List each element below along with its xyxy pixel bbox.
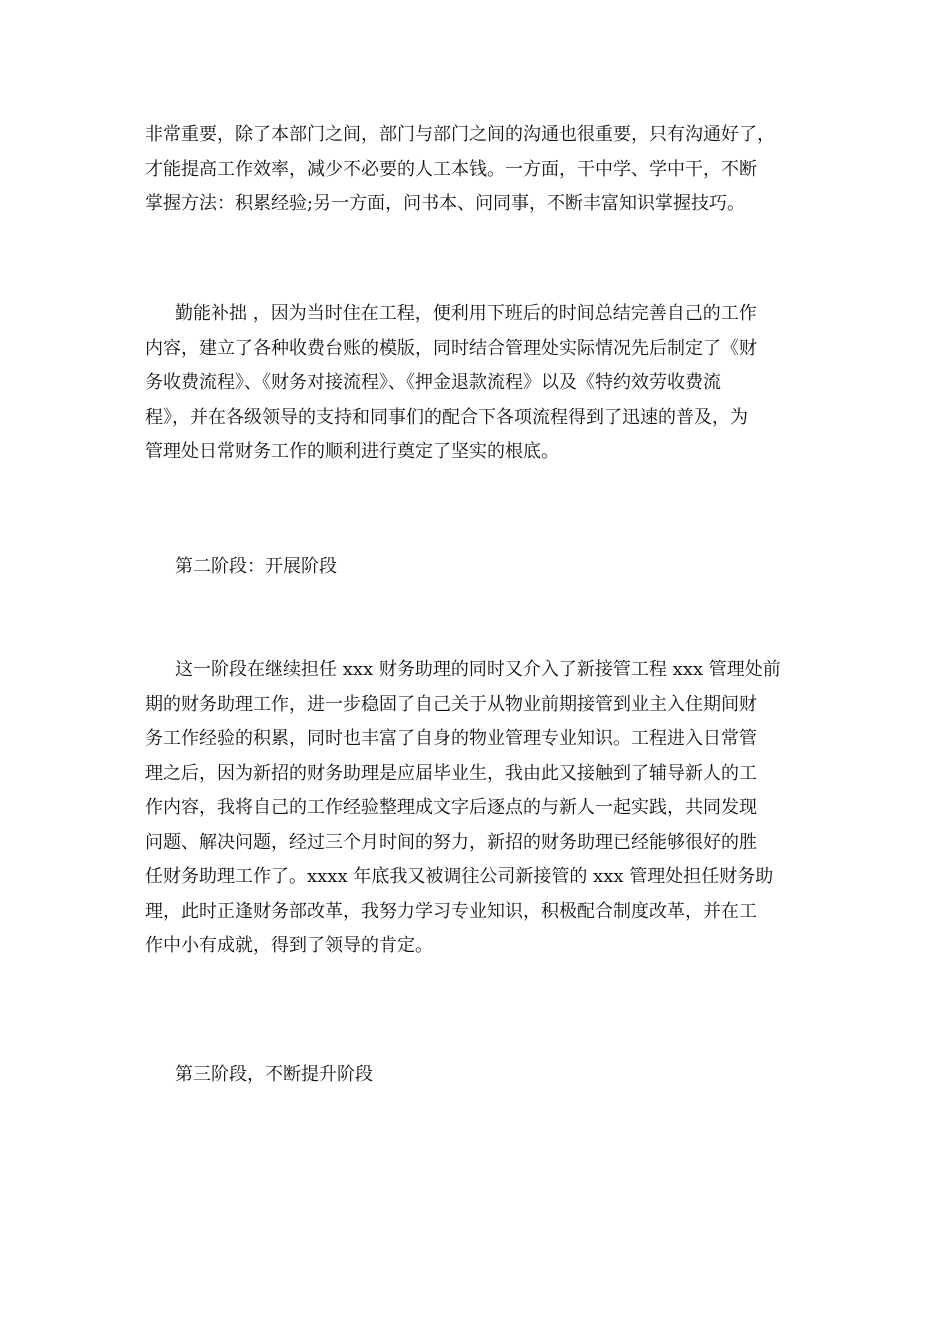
paragraph-communication <box>145 118 805 222</box>
text-line: 这一阶段在继续担任 xxx 财务助理的同时又介入了新接管工程 xxx 管理处前 <box>175 659 781 680</box>
section-heading-stage-two <box>145 550 805 585</box>
text-line: 非常重要，除了本部门之间，部门与部门之间的沟通也很重要，只有沟通好了， <box>145 124 775 145</box>
text-line: 内容，建立了各种收费台账的模版，同时结合管理处实际情况先后制定了《财 <box>145 337 757 359</box>
text-line: 理之后，因为新招的财务助理是应届毕业生，我由此又接触到了辅导新人的工 <box>145 762 757 784</box>
text-line: 掌握方法：积累经验;另一方面，问书本、问同事，不断丰富知识掌握技巧。 <box>145 193 746 214</box>
paragraph-stage-two <box>145 653 805 964</box>
section-heading-stage-three <box>145 1058 805 1093</box>
text-line: 作中小有成就，得到了领导的肯定。 <box>145 935 433 956</box>
section-heading: 第二阶段：开展阶段 <box>175 556 337 577</box>
text-line: 勤能补拙 ，因为当时住在工程，便利用下班后的时间总结完善自己的工作 <box>175 303 757 324</box>
text-line: 问题、解决问题，经过三个月时间的努力，新招的财务助理已经能够很好的胜 <box>145 831 757 853</box>
text-line: 理，此时正逢财务部改革，我努力学习专业知识，积极配合制度改革，并在工 <box>145 900 757 922</box>
text-line: 务收费流程》、《财务对接流程》、《押金退款流程》以及《特约效劳收费流 <box>145 372 721 393</box>
section-heading: 第三阶段，不断提升阶段 <box>175 1064 373 1085</box>
text-line: 任财务助理工作了。xxxx 年底我又被调往公司新接管的 xxx 管理处担任财务助 <box>145 866 774 887</box>
text-line: 务工作经验的积累，同时也丰富了自身的物业管理专业知识。工程进入日常管 <box>145 728 757 749</box>
text-line: 程》，并在各级领导的支持和同事们的配合下各项流程得到了迅速的普及，为 <box>145 406 748 428</box>
text-line: 管理处日常财务工作的顺利进行奠定了坚实的根底。 <box>145 441 559 462</box>
text-line: 作内容，我将自己的工作经验整理成文字后逐点的与新人一起实践，共同发现 <box>145 797 757 818</box>
text-line: 才能提高工作效率，减少不必要的人工本钱。一方面，干中学、学中干，不断 <box>145 158 757 180</box>
paragraph-diligence <box>145 297 805 470</box>
text-line: 期的财务助理工作，进一步稳固了自己关于从物业前期接管到业主入住期间财 <box>145 693 757 715</box>
